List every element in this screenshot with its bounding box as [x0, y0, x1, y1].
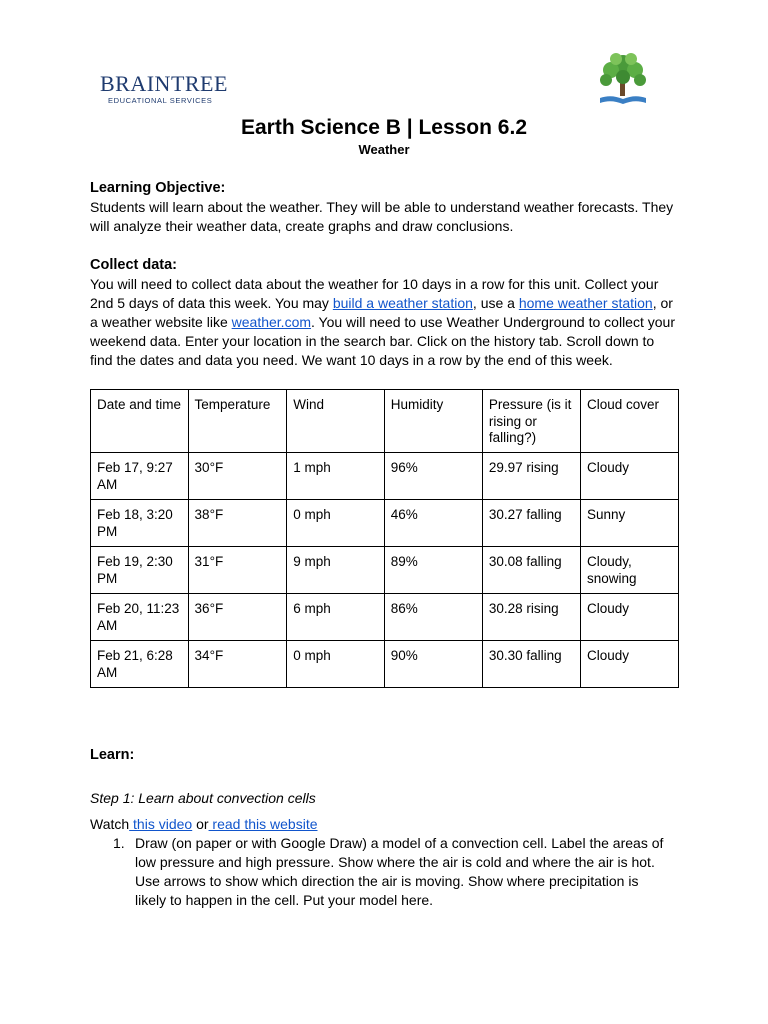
cell-temperature: 30°F [188, 453, 287, 500]
cell-temperature: 31°F [188, 547, 287, 594]
list-item-text: Draw (on paper or with Google Draw) a model of a convection cell. Label the areas of low pressure and high pressure. Show where the air is cold and where the air is hot. Use arrows to show which direction the air is moving. Show where precipitation is likely to happen in the cell. Put your model here. [135, 835, 664, 908]
cell-humidity: 90% [384, 641, 482, 688]
learn-heading: Learn: [90, 747, 135, 763]
cell-pressure: 30.27 falling [482, 500, 580, 547]
header-pressure: Pressure (is it rising or falling?) [482, 390, 580, 453]
collect-text-part-4: . You will need to use Weather Underground to collect your weekend data. Enter your location in the search bar. Click on the history tab. Scroll down to find the dates and data you need. We want 10 days in a row by the end of this week. [90, 314, 675, 368]
cell-pressure: 30.08 falling [482, 547, 580, 594]
cell-humidity: 89% [384, 547, 482, 594]
header-humidity: Humidity [384, 390, 482, 453]
cell-cloud-cover: Cloudy [580, 453, 678, 500]
objective-text: Students will learn about the weather. They will be able to understand weather forecasts. They will analyze their weather data, create graphs and draw conclusions. [90, 199, 674, 234]
cell-cloud-cover: Cloudy [580, 641, 678, 688]
cell-date-time: Feb 17, 9:27 AM [91, 453, 189, 500]
objective-heading: Learning Objective: [90, 180, 226, 196]
this-video-link[interactable]: this video [129, 816, 193, 832]
cell-wind: 6 mph [287, 594, 384, 641]
cell-temperature: 36°F [188, 594, 287, 641]
cell-date-time: Feb 18, 3:20 PM [91, 500, 189, 547]
tree-book-logo-icon [596, 50, 650, 108]
table-row [91, 594, 679, 641]
page-title: Earth Science B | Lesson 6.2 [241, 116, 527, 139]
cell-humidity: 86% [384, 594, 482, 641]
header-wind: Wind [287, 390, 384, 453]
logo-tagline: EDUCATIONAL SERVICES [108, 96, 213, 105]
table-row [91, 641, 679, 688]
watch-line [90, 816, 318, 832]
read-this-website-link[interactable]: read this website [208, 816, 318, 832]
collect-text-part-3: , or a weather website like [90, 295, 673, 330]
table-header-row [91, 390, 679, 453]
list-item-number: 1. [113, 835, 125, 851]
watch-prefix: Watch [90, 816, 130, 832]
collect-text-part-1: You will need to collect data about the weather for 10 days in a row for this unit. Collect your 2nd 5 days of data this week. You may [90, 276, 659, 311]
cell-cloud-cover: Sunny [580, 500, 678, 547]
collect-text [90, 275, 680, 370]
cell-date-time: Feb 21, 6:28 AM [91, 641, 189, 688]
cell-pressure: 29.97 rising [482, 453, 580, 500]
logo-wordmark: BRAINTREE [100, 71, 228, 96]
cell-temperature: 38°F [188, 500, 287, 547]
cell-date-time: Feb 20, 11:23 AM [91, 594, 189, 641]
table-row [91, 453, 679, 500]
page-subtitle: Weather [358, 142, 410, 157]
cell-cloud-cover: Cloudy [580, 594, 678, 641]
cell-wind: 0 mph [287, 500, 384, 547]
collect-text-part-2: , use a [472, 295, 519, 311]
step-1-label: Step 1: Learn about convection cells [90, 790, 316, 806]
header-cloud-cover: Cloud cover [580, 390, 678, 453]
weather-com-link[interactable]: weather.com [231, 314, 312, 330]
cell-pressure: 30.28 rising [482, 594, 580, 641]
braintree-logo [100, 71, 228, 106]
cell-pressure: 30.30 falling [482, 641, 580, 688]
cell-wind: 9 mph [287, 547, 384, 594]
table-row [91, 547, 679, 594]
weather-data-table [90, 389, 679, 688]
header-temperature: Temperature [188, 390, 287, 453]
cell-humidity: 46% [384, 500, 482, 547]
table-row [91, 500, 679, 547]
cell-date-time: Feb 19, 2:30 PM [91, 547, 189, 594]
home-weather-station-link[interactable]: home weather station [518, 295, 653, 311]
cell-temperature: 34°F [188, 641, 287, 688]
cell-wind: 1 mph [287, 453, 384, 500]
cell-wind: 0 mph [287, 641, 384, 688]
collect-heading: Collect data: [90, 257, 178, 273]
build-weather-station-link[interactable]: build a weather station [332, 295, 473, 311]
header-date-time: Date and time [91, 390, 189, 453]
watch-or: or [192, 816, 209, 832]
cell-cloud-cover: Cloudy, snowing [580, 547, 678, 594]
cell-humidity: 96% [384, 453, 482, 500]
